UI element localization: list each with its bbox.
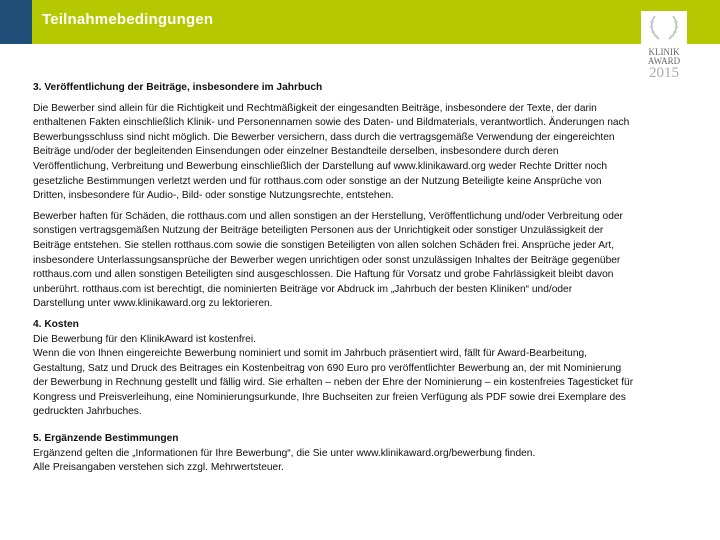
paragraph-line: Ergänzend gelten die „Informationen für Ihre Bewerbung“, die Sie unter www.klinikaward.org/bewerbung finden. bbox=[33, 447, 536, 459]
paragraph-line: gesetzliche Bestimmungen verletzt werden und für rotthaus.com oder sonstige an der Nutzung Beteiligte keine Ansprüche von bbox=[33, 175, 602, 187]
paragraph bbox=[33, 333, 693, 421]
header-accent bbox=[0, 0, 32, 44]
terms-content bbox=[33, 81, 693, 476]
logo-text-klinik: KLINIK bbox=[648, 47, 680, 57]
paragraph-line: Bewerber haften für Schäden, die rotthaus.com und allen sonstigen an der Herstellung, Veröffentlichung und/oder Verbreitung oder bbox=[33, 210, 623, 222]
paragraph bbox=[33, 102, 693, 204]
paragraph-line: rotthaus.com und allen sonstigen Beteiligten sind ausgeschlossen. Die Haftung für Vorsatz und grobe Fahrlässigkeit bleibt davon bbox=[33, 269, 614, 281]
logo-text-year: 2015 bbox=[649, 65, 679, 81]
paragraph-line: Alle Preisangaben verstehen sich zzgl. Mehrwertsteuer. bbox=[33, 462, 284, 474]
section-heading: 3. Veröffentlichung der Beiträge, insbesondere im Jahrbuch bbox=[33, 82, 323, 93]
logo-text-award: AWARD bbox=[647, 56, 681, 66]
paragraph bbox=[33, 447, 693, 476]
section-heading: 5. Ergänzende Bestimmungen bbox=[33, 433, 179, 445]
section-spacer bbox=[33, 420, 693, 432]
paragraph-line: Gestaltung, Satz und Druck des Beitrages ein Kostenbeitrag von 690 Euro pro veröffentlichter Bewerbung an, der mit Nominierung bbox=[33, 362, 622, 374]
paragraph-line: Die Bewerber sind allein für die Richtigkeit und Rechtmäßigkeit der eingesandten Beiträge, insbesondere der Texte, der darin bbox=[33, 102, 597, 114]
paragraph-line: Wenn die von Ihnen eingereichte Bewerbung nominiert und somit im Jahrbuch präsentiert wird, fällt für Award-Bearbeitung, bbox=[33, 348, 588, 360]
paragraph-line: enthaltenen Fakten einschließlich Klinik- und Personennamen sowie des Daten- und Bildmaterials, verantwortlich. Änderungen nach bbox=[33, 117, 630, 129]
page-title: Teilnahmebedingungen bbox=[42, 11, 214, 28]
paragraph-line: Dritten, insbesondere für Audio-, Bild- oder sonstige Nutzungsrechte, entstehen. bbox=[33, 190, 394, 202]
paragraph bbox=[33, 210, 693, 312]
paragraph-line: Beiträge entstehen. Sie stellen rotthaus.com sowie die sonstigen Beteiligten von allen solchen Schäden frei. Ansprüche jeder Art, bbox=[33, 239, 615, 251]
paragraph-line: unberührt. rotthaus.com ist berechtigt, die nominierten Beiträge vor Abdruck im „Jahrbuch der besten Kliniken“ und/oder bbox=[33, 283, 573, 295]
paragraph-line: gedruckten Jahrbuches. bbox=[33, 406, 142, 418]
paragraph-line: Kongress und Preisverleihung, eine Nominierungsurkunde, Ihre Buchseiten zur freien Verfügung als PDF sowie drei Exemplare des bbox=[33, 391, 626, 403]
section-heading: 4. Kosten bbox=[33, 318, 79, 330]
paragraph-line: Darstellung unter www.klinikaward.org zu lektorieren. bbox=[33, 298, 273, 310]
paragraph-line: sonstigen vertragsgemäßen Nutzung der Beiträge beteiligten Personen aus der Unrichtigkeit oder sonstiger Unzulässigkeit der bbox=[33, 225, 604, 237]
paragraph-line: insbesondere Unterlassungsansprüche der Bewerber wegen unrichtigen oder sonst unzulässigen Inhaltes der Beiträge gegenüber bbox=[33, 254, 621, 266]
paragraph-line: Veröffentlichung, Verbreitung und Bewerbung einschließlich der Darstellung auf www.klinikaward.org weder Rechte Dritter noch bbox=[33, 160, 608, 172]
klinik-award-logo bbox=[641, 11, 687, 87]
paragraph-line: Die Bewerbung für den KlinikAward ist kostenfrei. bbox=[33, 333, 256, 345]
laurel-wreath-icon bbox=[647, 14, 681, 42]
header-bar bbox=[0, 0, 720, 44]
paragraph-line: der Bewerbung in Rechnung gestellt und fällig wird. Sie erhalten – neben der Ehre der Nominierung – ein kostenfreies Tagesticket für bbox=[33, 377, 634, 389]
paragraph-line: Beiträge und/oder der begleitenden Einsendungen oder einzelner Bestandteile derselben, insbesondere durch deren bbox=[33, 146, 559, 158]
paragraph-line: Bewerbungsschluss sind nicht möglich. Die Bewerber versichern, dass durch die vertragsgemäße Verwendung der eingereichten bbox=[33, 131, 615, 143]
